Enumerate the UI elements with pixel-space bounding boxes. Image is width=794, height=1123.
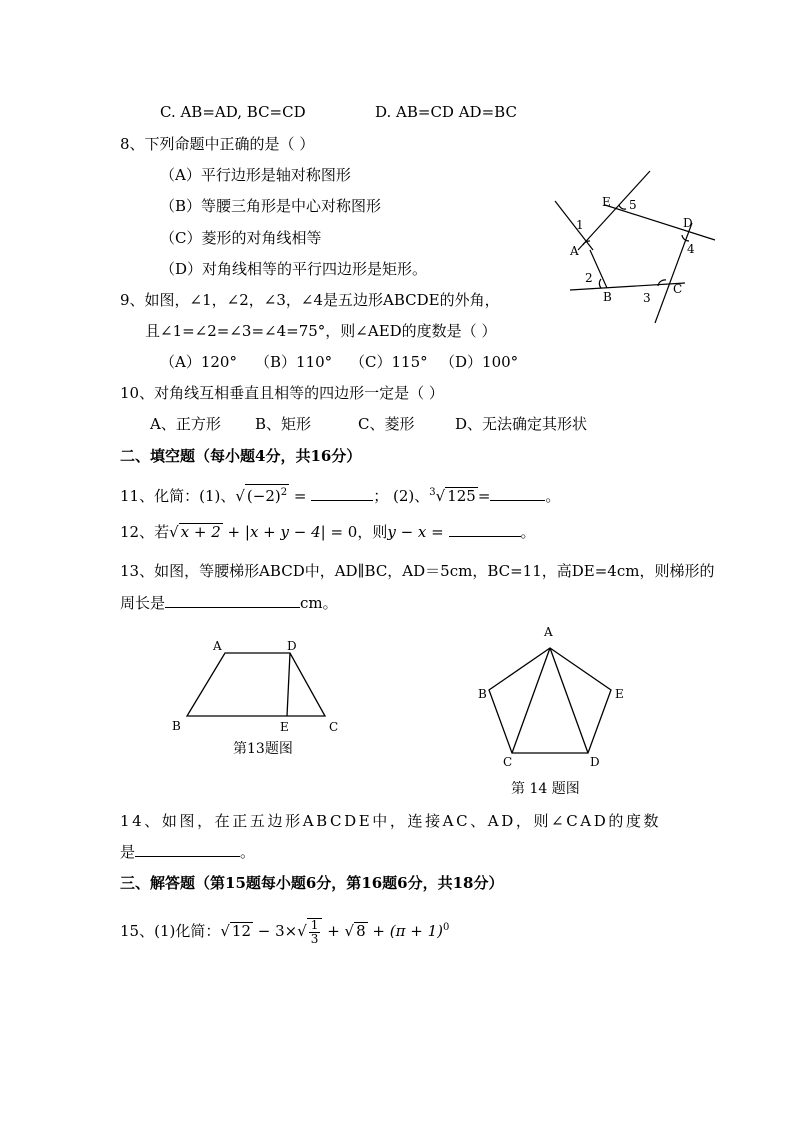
q15-radicand-8: 8 xyxy=(356,922,366,940)
label-b: B xyxy=(478,687,487,701)
q9-stem-line2: 且∠1=∠2=∠3=∠4=75°，则∠AED的度数是（ ） xyxy=(145,322,497,340)
q15-minus: − 3× xyxy=(253,922,298,940)
label-d: D xyxy=(287,639,297,653)
diagonal-ac xyxy=(512,648,550,753)
angle-4-arc xyxy=(682,235,689,241)
q10-option-a: A、正方形 xyxy=(150,415,221,433)
angle-2-arc xyxy=(599,279,601,288)
q11-prefix: 11、化简：(1)、 xyxy=(120,487,236,505)
q8-option-b: （B）等腰三角形是中心对称图形 xyxy=(160,197,382,215)
q9-pentagon-figure xyxy=(545,165,725,330)
fig13-caption: 第13题图 xyxy=(233,741,293,757)
label-1: 1 xyxy=(576,218,584,232)
q12-suffix: 。 xyxy=(520,523,536,541)
label-a: A xyxy=(213,639,222,653)
q15: 15、(1)化简：√ 12 − 3×√ $\frac{1}{3}$ + √ $8 + (\pi + 1)^0$ xyxy=(120,918,450,946)
q8-stem: 8、下列命题中正确的是（ ） xyxy=(120,135,315,153)
section-3-title: 三、解答题（第15题每小题6分，第16题6分，共18分） xyxy=(120,874,504,892)
q11-sqrt-sign: √ xyxy=(235,487,245,505)
q7-option-d: D. AB=CD AD=BC xyxy=(375,103,517,121)
q10-option-c: C、菱形 xyxy=(358,415,415,433)
line-ed xyxy=(605,205,715,240)
label-a: A xyxy=(570,244,579,258)
pentagon-abcde xyxy=(489,648,611,753)
q13-answer-blank[interactable] xyxy=(165,593,300,608)
label-a: A xyxy=(544,625,553,639)
q12-radicand: x + 2 xyxy=(180,523,221,541)
q10-option-b: B、矩形 xyxy=(255,415,312,433)
line-ae xyxy=(578,171,650,250)
q13-line1: 13、如图，等腰梯形ABCD中，AD∥BC，AD＝5cm，BC=11，高DE=4cm，则梯形的 xyxy=(120,562,715,580)
q8-option-a: （A）平行边形是轴对称图形 xyxy=(160,166,351,184)
label-e: E xyxy=(280,720,289,734)
line-a-extended xyxy=(555,201,593,250)
q12-prefix: 12、若 xyxy=(120,523,170,541)
q11-mid: ； (2)、 xyxy=(373,487,430,505)
q12-sqrt-sign: √ xyxy=(169,523,179,541)
angle-5-arc xyxy=(619,205,626,209)
q8-option-d: （D）对角线相等的平行四边形是矩形。 xyxy=(160,260,428,278)
q12-target: y − x xyxy=(387,523,427,541)
q12-answer-blank[interactable] xyxy=(449,522,521,537)
line-cd xyxy=(655,223,692,323)
label-b: B xyxy=(603,290,612,304)
q14-line2: 是 。 xyxy=(120,843,256,861)
q13-line2: 周长是 cm。 xyxy=(120,594,338,612)
q12-mid: = 0，则 xyxy=(325,523,388,541)
label-d: D xyxy=(683,216,693,230)
q11-cbrt-sign: √ xyxy=(435,487,446,505)
label-e: E xyxy=(602,195,611,209)
q13-trapezoid-figure xyxy=(165,633,350,738)
q11-radicand-1: $(-2)^2$ xyxy=(245,484,289,504)
q15-paren: (π + 1) xyxy=(389,922,443,940)
q11-suffix: 。 xyxy=(545,487,561,505)
label-e: E xyxy=(615,687,624,701)
q8-option-c: （C）菱形的对角线相等 xyxy=(160,229,322,247)
label-2: 2 xyxy=(585,271,593,285)
label-3: 3 xyxy=(643,291,651,305)
q15-exponent: 0 xyxy=(442,922,450,933)
q15-sqrt-sign-2: √ xyxy=(297,922,307,940)
q9-option-b: （B）110° xyxy=(255,353,333,371)
q9-option-d: （D）100° xyxy=(440,353,519,371)
q10-stem: 10、对角线互相垂直且相等的四边形一定是（ ） xyxy=(120,384,444,402)
q11-answer-blank-2[interactable] xyxy=(490,486,545,501)
q11-radicand-2: 125 xyxy=(447,487,476,505)
q15-fraction: $\frac{1}{3}$ xyxy=(307,918,323,946)
label-5: 5 xyxy=(629,198,637,212)
q11: 11、化简：(1)、√ $(-2)^2$ = ； (2)、$^3$√ 125 = 。 xyxy=(120,483,560,506)
q15-prefix: 15、(1)化简： xyxy=(120,922,221,940)
q15-sqrt-sign-3: √ xyxy=(344,922,355,940)
q14-pentagon-figure xyxy=(470,620,635,770)
fig14-caption: 第 14 题图 xyxy=(511,781,580,797)
q7-option-c: C. AB=AD, BC=CD xyxy=(160,103,306,121)
q11-answer-blank-1[interactable] xyxy=(311,486,373,501)
q15-sqrt-sign-1: √ xyxy=(220,922,230,940)
q9-option-a: （A）120° xyxy=(160,353,237,371)
height-de xyxy=(287,653,290,716)
q14-line1: 14、如图，在正五边形ABCDE中，连接AC、AD，则∠CAD的度数 xyxy=(120,812,662,830)
label-c: C xyxy=(503,755,513,769)
section-2-title: 二、填空题（每小题4分，共16分） xyxy=(120,447,362,465)
label-c: C xyxy=(673,282,683,296)
label-c: C xyxy=(329,720,339,734)
label-d: D xyxy=(590,755,600,769)
trapezoid-abcd xyxy=(187,653,325,716)
q9-stem-line1: 9、如图，∠1，∠2，∠3，∠4是五边形ABCDE的外角， xyxy=(120,291,500,309)
q9-option-c: （C）115° xyxy=(350,353,428,371)
q14-answer-blank[interactable] xyxy=(135,842,240,857)
label-b: B xyxy=(172,719,181,733)
q10-option-d: D、无法确定其形状 xyxy=(455,415,588,433)
label-4: 4 xyxy=(687,242,695,256)
diagonal-ad xyxy=(550,648,588,753)
q12-abs-expr: x + y − 4 xyxy=(249,523,321,541)
q12: 12、若√ x + 2 + |x + y − 4| = 0，则y − x = 。 xyxy=(120,523,536,541)
q15-radicand-12: 12 xyxy=(231,922,251,940)
q11-root-index: 3 xyxy=(429,487,436,498)
